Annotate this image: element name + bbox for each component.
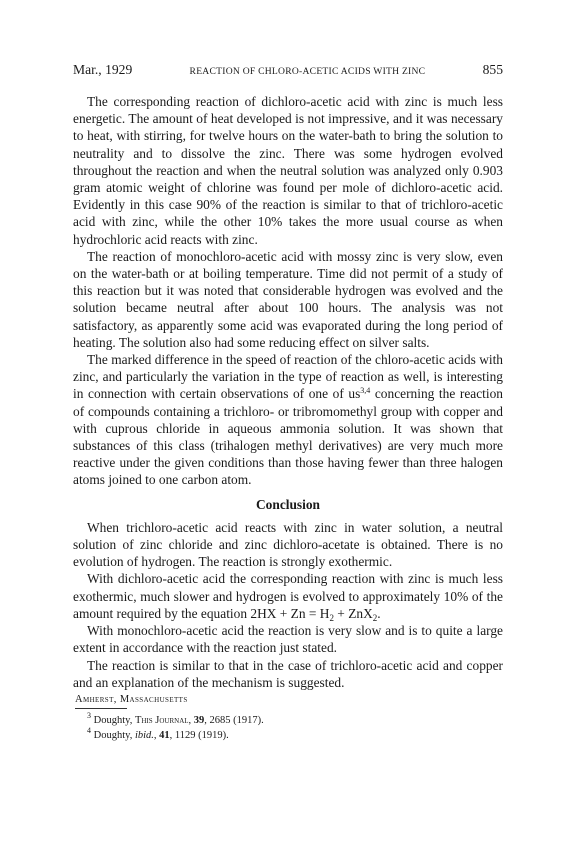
equation-left: 2HX + Zn = H <box>250 605 330 621</box>
body-paragraph-dichloro: The corresponding reaction of dichloro-acetic acid with zinc is much less energetic. The amount of heat developed is not impressive, and it was necessary to heat, with stirring, for twelve hours on the water-bath to bring the solution to neutrality and to dissolve the zinc. There was some hydrogen evolved throughout the reaction and when the neutral solution was analyzed only 0.903 gram atomic weight of chlorine was found per mole of dichloro-acetic acid. Evidently in this case 90% of the reaction is similar to that of trichloro-acetic acid with zinc, while the other 10% takes the more usual course as when hydrochloric acid reacts with zinc. <box>73 94 503 247</box>
equation-subscript: 2 <box>372 612 378 623</box>
footnote-separator: , <box>153 729 160 741</box>
footnote-marker: 3 <box>87 710 91 720</box>
footnote-reference: 3,4 <box>360 386 371 396</box>
body-paragraph-monochloro: The reaction of monochloro-acetic acid with mossy zinc is very slow, even on the water-bath or at boiling temperature. Time did not permit of a study of this reaction but it was noted that considerable hydrogen was evolved and the solution became neutral after about 100 hours. The analysis was not satisfactory, as apparently some acid was evaporated during the long period of heating. The solution also had some reducing effect on silver salts. <box>73 248 503 350</box>
conclusion-paragraph-trichloro: When trichloro-acetic acid reacts with zinc in water solution, a neutral solution of zinc chloride and zinc dichloro-acetate is obtained. There is no evolution of hydrogen. The reaction is strongly exothermic. <box>73 519 503 570</box>
footnote-journal: This Journal <box>134 714 189 726</box>
footnote-pages: , 2685 (1917). <box>204 714 264 726</box>
footnote-journal: ibid. <box>134 729 154 741</box>
footnote-3 <box>87 710 503 728</box>
author-location: Amherst, Massachusetts <box>75 693 188 705</box>
footnote-4 <box>87 725 503 743</box>
header-page-number: 855 <box>482 62 503 77</box>
footnote-divider <box>75 708 127 709</box>
footnote-pages: , 1129 (1919). <box>169 729 229 741</box>
header-date: Mar., 1929 <box>73 62 133 77</box>
footnote-separator: , <box>188 714 194 726</box>
equation-subscript: 2 <box>329 612 334 623</box>
conclusion-paragraph-monochloro: With monochloro-acetic acid the reaction is very slow and is to quite a large extent in accordance with the reaction just stated. <box>73 623 503 656</box>
footnote-marker: 4 <box>87 725 91 735</box>
conclusion-paragraph-copper: The reaction is similar to that in the case of trichloro-acetic acid and copper and an explanation of the mechanism is suggested. <box>73 657 503 690</box>
conclusion-text: With dichloro-acetic acid the corresponding reaction with zinc is much less exothermic, much slower and hydrogen is evolved to approximately 10% of the amount required by the equation <box>73 571 503 621</box>
conclusion-paragraph-dichloro <box>73 570 503 622</box>
equation-middle: + ZnX <box>333 605 373 621</box>
footnote-volume: 41 <box>159 729 170 741</box>
footnote-author: Doughty, <box>93 729 135 741</box>
equation-end: . <box>377 605 381 621</box>
body-paragraph-comparison <box>73 351 503 489</box>
paragraph-text-before-ref: The marked difference in the speed of reaction of the chloro-acetic acids with zinc, and particularly the variation in the type of reaction as well, is interesting in connection with certain observations of one of us <box>73 352 503 402</box>
equation <box>250 606 380 621</box>
paragraph-text-after-ref: concerning the reaction of compounds containing a trichloro- or tribromomethyl group with copper and with cuprous chloride in aqueous ammonia solution. It was shown that substances of this class (trihalogen methyl derivatives) are very much more reactive under the given conditions than those having fewer than three halogen atoms joined to one carbon atom. <box>73 386 503 488</box>
running-header <box>73 62 503 82</box>
header-title: REACTION OF CHLORO-ACETIC ACIDS WITH ZINC <box>189 66 426 77</box>
footnote-volume: 39 <box>193 714 205 726</box>
journal-page <box>73 62 503 743</box>
conclusion-heading: Conclusion <box>256 496 320 512</box>
footnote-author: Doughty, <box>93 714 135 726</box>
